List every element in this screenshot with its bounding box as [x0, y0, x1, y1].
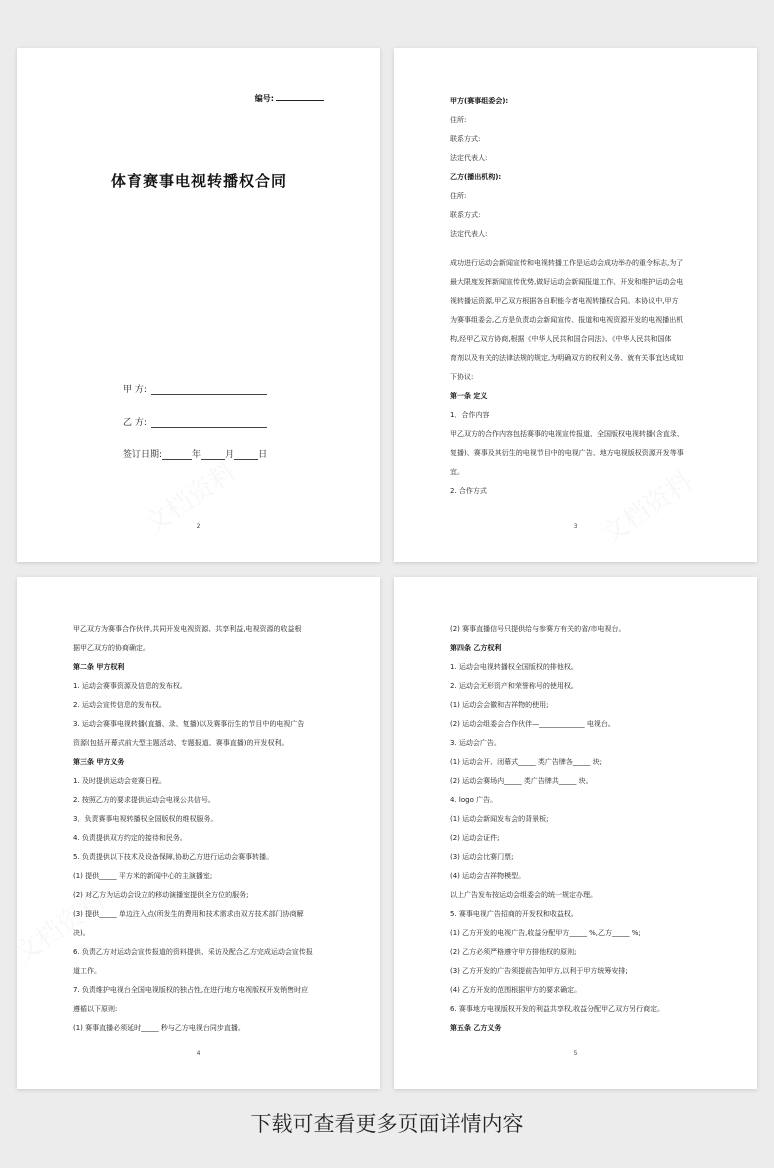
page-number: 5 — [573, 1050, 578, 1057]
text-line: 4. 负责提供双方约定的接待和民务。 — [73, 834, 187, 842]
section-heading: 第五条 乙方义务 — [450, 1024, 502, 1032]
party-b-line — [123, 415, 267, 428]
party-b-blank — [151, 419, 267, 428]
sign-date-label: 签订日期: — [123, 450, 163, 460]
text-line: 1. 运动会电视转播权全国版权的排他权。 — [450, 663, 578, 671]
section-heading: 乙方(播出机构): — [450, 173, 502, 181]
day-label: 日 — [258, 450, 268, 460]
text-line: 3. 运动会广告。 — [450, 739, 501, 747]
page-parties — [394, 48, 757, 562]
section-heading: 第一条 定义 — [450, 392, 488, 400]
text-line: (2) 运动会证件; — [450, 834, 500, 842]
text-line: 1. 运动会赛事资源及信息的发布权。 — [73, 682, 187, 690]
page-text — [73, 620, 330, 1038]
text-line: 联系方式: — [450, 135, 481, 143]
text-line: 5. 赛事电视广告招商的开发权和收益权。 — [450, 910, 578, 918]
contract-number-blank — [276, 100, 324, 101]
section-heading: 甲方(赛事组委会): — [450, 97, 509, 105]
page-rights-a — [17, 577, 380, 1089]
section-heading: 第二条 甲方权利 — [73, 663, 125, 671]
text-line: 住所: — [450, 192, 467, 200]
text-line: 道工作。 — [73, 967, 101, 975]
page-rights-b — [394, 577, 757, 1089]
year-blank — [162, 451, 192, 460]
download-more-caption: 下载可查看更多页面详情内容 — [250, 1112, 524, 1136]
text-line: 2. 运动会宣传信息的发布权。 — [73, 701, 166, 709]
text-line: 决)。 — [73, 929, 90, 937]
month-blank — [201, 451, 225, 460]
party-a-label: 甲 方: — [123, 385, 147, 395]
text-line: 甲乙双方为赛事合作伙伴,共同开发电视资源、共享利益,电视资源的收益根 — [73, 625, 302, 633]
text-line: 下协议: — [450, 373, 474, 381]
text-line: 3．负责赛事电视转播权全国版权的维权服务。 — [73, 815, 218, 823]
text-line: (4) 运动会吉祥物模型。 — [450, 872, 526, 880]
text-line: 宜。 — [450, 468, 464, 476]
text-line: (1) 提供_____ 平方米的新闻中心的主演播室; — [73, 872, 213, 880]
text-line: 2. 运动会无形资产和荣誉称号的使用权。 — [450, 682, 578, 690]
section-heading: 第四条 乙方权利 — [450, 644, 502, 652]
text-line: 3. 运动会赛事电视转播(直播、录、复播)以及赛事衍生的节目中的电视广告 — [73, 720, 305, 728]
text-line: 2. 按照乙方的要求提供运动会电视公共信号。 — [73, 796, 215, 804]
party-a-line — [123, 382, 267, 395]
text-line: 最大限度发挥新闻宣传优势,做好运动会新闻报道工作、开发和维护运动会电 — [450, 278, 684, 286]
text-line: 成功进行运动会新闻宣传和电视转播工作是运动会成功举办的重令标志,为了 — [450, 259, 684, 267]
page-number: 2 — [196, 523, 201, 530]
text-line: (3) 乙方开发的广告须提前告知甲方,以利于甲方统筹安排; — [450, 967, 628, 975]
year-label: 年 — [192, 450, 202, 460]
text-line: (2) 运动会赛场内_____ 类广告牌共_____ 块。 — [450, 777, 593, 785]
text-line: (1) 运动会会徽和吉祥物的使用; — [450, 701, 549, 709]
text-line: (2) 对乙方为运动会设立的移动演播室提供全方位的服务; — [73, 891, 249, 899]
text-line: (2) 乙方必须严格遵守甲方排他权的原则; — [450, 948, 577, 956]
text-line: 6. 负责乙方对运动会宣传报道的资料提供、采访及配合乙方完成运动会宣传报 — [73, 948, 313, 956]
page-text — [450, 92, 707, 501]
day-blank — [234, 451, 258, 460]
contract-number-label: 编号: — [254, 94, 274, 103]
text-line: 法定代表人: — [450, 230, 488, 238]
contract-title: 体育赛事电视转播权合同 — [111, 172, 288, 190]
text-line: (2) 运动会组委会合作伙伴—_____________ 电视台。 — [450, 720, 615, 728]
text-line: 为赛事组委会,乙方是负责动会新闻宣传、报道和电视资源开发的电视播出机 — [450, 316, 684, 324]
text-line: 2. 合作方式 — [450, 487, 487, 495]
contract-number — [255, 93, 324, 104]
text-line: (1) 赛事直播必须延时_____ 秒与乙方电视台同步直播。 — [73, 1024, 245, 1032]
party-a-blank — [151, 386, 267, 395]
text-line: 7. 负责维护电视台全国电视版权的独占性,在进行地方电视版权开发销售时应 — [73, 986, 309, 994]
text-line — [450, 244, 707, 254]
text-line: (1) 乙方开发的电视广告,收益分配甲方_____ %,乙方_____ %; — [450, 929, 641, 937]
text-line: 育剂以及有关的法律法规的规定,为明确双方的权利义务、就有关事宜达成如 — [450, 354, 684, 362]
text-line: 复播)、赛事及其衍生的电视节目中的电视广告、地方电视版权资源开发等事 — [450, 449, 684, 457]
text-line: 1．合作内容 — [450, 411, 490, 419]
text-line: 遵循以下原则: — [73, 1005, 118, 1013]
text-line: 4. logo 广告。 — [450, 796, 498, 804]
page-number: 4 — [196, 1050, 201, 1057]
month-label: 月 — [225, 450, 235, 460]
text-line: 甲乙双方的合作内容包括赛事的电视宣传报道、全国版权电视转播(含直录、 — [450, 430, 684, 438]
text-line: (3) 运动会比赛门票; — [450, 853, 514, 861]
text-line: (1) 运动会新闻发布会的背景板; — [450, 815, 549, 823]
page-text — [450, 620, 707, 1038]
text-line: (4) 乙方开发的范围根据甲方的要求确定。 — [450, 986, 582, 994]
text-line: (3) 提供_____ 单边注入点(所发生的费用和技术需求由双方技术部门协商解 — [73, 910, 304, 918]
page-number: 3 — [573, 523, 578, 530]
text-line: 1. 及时提供运动会竞赛日程。 — [73, 777, 166, 785]
text-line: 联系方式: — [450, 211, 481, 219]
text-line: 据甲乙双方的协商确定。 — [73, 644, 150, 652]
sign-date-line — [123, 447, 267, 460]
text-line: 视转播运资源,甲乙双方根据各自职能今者电视转播权合同。本协议中,甲方 — [450, 297, 679, 305]
text-line: 资源(包括开幕式前大型主题活动、专题报道、赛事直播)的开发权利。 — [73, 739, 289, 747]
party-b-label: 乙 方: — [123, 418, 147, 428]
text-line: 法定代表人: — [450, 154, 488, 162]
text-line: 以上广告发布按运动会组委会的统一规定办理。 — [450, 891, 597, 899]
text-line: (1) 运动会开、闭幕式_____ 类广告牌各_____ 块; — [450, 758, 602, 766]
text-line: 5. 负责提供以下技术及设备保障,协助乙方进行运动会赛事转播。 — [73, 853, 274, 861]
section-heading: 第三条 甲方义务 — [73, 758, 125, 766]
text-line: 住所: — [450, 116, 467, 124]
text-line: 6. 赛事地方电视版权开发的利益共享权,收益分配甲乙双方另行商定。 — [450, 1005, 665, 1013]
text-line: (2) 赛事直播信号只提供给与参赛方有关的省/市电视台。 — [450, 625, 626, 633]
text-line: 构,经甲乙双方协商,根据《中华人民共和国合同法》、《中华人民共和国体 — [450, 335, 672, 343]
page-cover — [17, 48, 380, 562]
